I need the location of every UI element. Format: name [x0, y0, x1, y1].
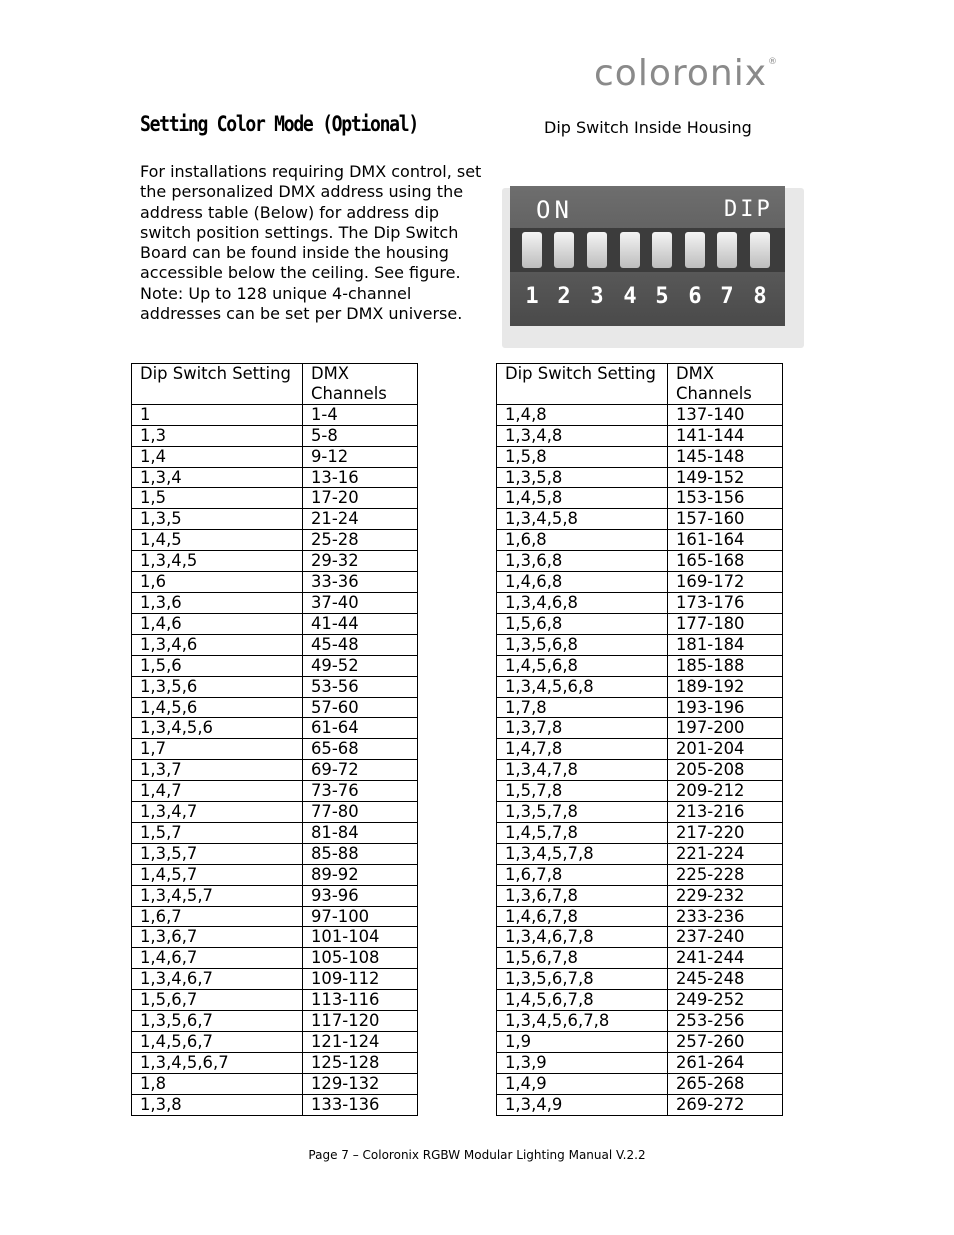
- dmx-channels-cell: 101-104: [303, 927, 418, 948]
- table-row: [132, 634, 418, 655]
- dmx-channels-cell: 249-252: [668, 990, 783, 1011]
- dmx-channels-cell: 169-172: [668, 572, 783, 593]
- dmx-channels-cell: 213-216: [668, 802, 783, 823]
- dip-setting-cell: 1,3,4,6,7,8: [497, 927, 668, 948]
- table-row: [497, 864, 783, 885]
- dmx-channels-cell: 117-120: [303, 1011, 418, 1032]
- table-row: [497, 822, 783, 843]
- dip-setting-cell: 1,3,5,7: [132, 843, 303, 864]
- dip-setting-cell: 1,4,5,7,8: [497, 822, 668, 843]
- table-row: [497, 697, 783, 718]
- dip-setting-cell: 1,3,4,5,6,8: [497, 676, 668, 697]
- dip-number: 8: [753, 284, 767, 309]
- dip-setting-cell: 1,3,8: [132, 1094, 303, 1115]
- intro-paragraph: [140, 162, 485, 324]
- table-row: [132, 697, 418, 718]
- intro-line: the personalized DMX address using the: [140, 182, 464, 202]
- dip-setting-cell: 1,3,6,7: [132, 927, 303, 948]
- table-row: [132, 822, 418, 843]
- dmx-channels-cell: 189-192: [668, 676, 783, 697]
- dip-setting-cell: 1,3,4,9: [497, 1094, 668, 1115]
- dip-setting-cell: 1,3,4,5,6,7,8: [497, 1011, 668, 1032]
- dmx-channels-cell: 13-16: [303, 467, 418, 488]
- dip-setting-cell: 1,3,4,5,7,8: [497, 843, 668, 864]
- table-row: [132, 969, 418, 990]
- table-row: [132, 530, 418, 551]
- dip-number: 2: [557, 284, 571, 309]
- logo-text: coloronix: [594, 53, 768, 94]
- dip-setting-cell: 1,3,4,7: [132, 802, 303, 823]
- header-dmx-line1: DMX: [311, 364, 349, 383]
- dip-setting-cell: 1,8: [132, 1073, 303, 1094]
- dmx-channels-cell: 133-136: [303, 1094, 418, 1115]
- dip-setting-cell: 1,4,5,6: [132, 697, 303, 718]
- dmx-channels-cell: 1-4: [303, 404, 418, 425]
- dmx-channels-cell: 109-112: [303, 969, 418, 990]
- dip-setting-cell: 1,4,6,7,8: [497, 906, 668, 927]
- dmx-channels-cell: 61-64: [303, 718, 418, 739]
- dip-key-8: [750, 232, 770, 268]
- dmx-channels-cell: 221-224: [668, 843, 783, 864]
- dip-setting-cell: 1,3: [132, 425, 303, 446]
- dmx-channels-cell: 65-68: [303, 739, 418, 760]
- dmx-channels-cell: 49-52: [303, 655, 418, 676]
- dip-number: 5: [655, 284, 669, 309]
- dmx-channels-cell: 121-124: [303, 1032, 418, 1053]
- dip-setting-cell: 1,3,6,8: [497, 551, 668, 572]
- table-row: [497, 718, 783, 739]
- table-row: [497, 843, 783, 864]
- table-row: [132, 718, 418, 739]
- table-row: [497, 404, 783, 425]
- dip-number: 6: [688, 284, 702, 309]
- dip-setting-cell: 1,6: [132, 572, 303, 593]
- table-row: [132, 676, 418, 697]
- header-dmx-line2: Channels: [676, 383, 752, 403]
- dmx-channels-cell: 253-256: [668, 1011, 783, 1032]
- dip-setting-cell: 1,3,4,5,6: [132, 718, 303, 739]
- table-row: [132, 1052, 418, 1073]
- dip-setting-cell: 1,5: [132, 488, 303, 509]
- dip-setting-cell: 1,3,4,6,8: [497, 592, 668, 613]
- dip-setting-cell: 1,5,6,8: [497, 613, 668, 634]
- dip-setting-cell: 1,4,5,7: [132, 864, 303, 885]
- dip-key-6: [685, 232, 705, 268]
- dip-setting-cell: 1,4,9: [497, 1073, 668, 1094]
- dmx-channels-cell: 185-188: [668, 655, 783, 676]
- dip-setting-cell: 1,5,6,7: [132, 990, 303, 1011]
- dmx-channels-cell: 165-168: [668, 551, 783, 572]
- dip-key-2: [554, 232, 574, 268]
- dmx-channels-cell: 145-148: [668, 446, 783, 467]
- header-dip-setting: Dip Switch Setting: [132, 364, 303, 405]
- dip-setting-cell: 1,3,4,6,7: [132, 969, 303, 990]
- table-row: [132, 655, 418, 676]
- table-header-row: [497, 364, 783, 405]
- dip-setting-cell: 1,6,7,8: [497, 864, 668, 885]
- dip-number: 3: [590, 284, 604, 309]
- dmx-channels-cell: 141-144: [668, 425, 783, 446]
- dip-setting-cell: 1,4,6: [132, 613, 303, 634]
- dmx-channels-cell: 113-116: [303, 990, 418, 1011]
- dip-setting-cell: 1: [132, 404, 303, 425]
- dip-setting-cell: 1,4: [132, 446, 303, 467]
- dmx-channels-cell: 21-24: [303, 509, 418, 530]
- table-header-row: [132, 364, 418, 405]
- dip-setting-cell: 1,7,8: [497, 697, 668, 718]
- dip-key-1: [522, 232, 542, 268]
- table-row: [132, 1011, 418, 1032]
- dip-setting-cell: 1,3,5,6: [132, 676, 303, 697]
- table-row: [132, 1032, 418, 1053]
- dmx-channels-cell: 17-20: [303, 488, 418, 509]
- dip-setting-cell: 1,3,4,7,8: [497, 760, 668, 781]
- dmx-channels-cell: 265-268: [668, 1073, 783, 1094]
- dmx-channels-cell: 197-200: [668, 718, 783, 739]
- table-row: [497, 634, 783, 655]
- dip-setting-cell: 1,3,4,5,8: [497, 509, 668, 530]
- intro-line: accessible below the ceiling. See figure.: [140, 263, 461, 283]
- dip-switch-caption: Dip Switch Inside Housing: [544, 118, 752, 137]
- dip-setting-cell: 1,4,7: [132, 781, 303, 802]
- dip-setting-cell: 1,4,6,7: [132, 948, 303, 969]
- dip-setting-cell: 1,3,4,5,6,7: [132, 1052, 303, 1073]
- table-row: [132, 467, 418, 488]
- dip-setting-cell: 1,4,5,6,7,8: [497, 990, 668, 1011]
- dip-setting-cell: 1,4,5,6,8: [497, 655, 668, 676]
- dip-setting-cell: 1,3,6: [132, 592, 303, 613]
- dmx-channels-cell: 37-40: [303, 592, 418, 613]
- table-row: [497, 1094, 783, 1115]
- dip-key-7: [717, 232, 737, 268]
- table-row: [497, 927, 783, 948]
- brand-logo: [594, 53, 779, 94]
- dmx-channels-cell: 205-208: [668, 760, 783, 781]
- table-row: [497, 781, 783, 802]
- table-row: [132, 425, 418, 446]
- dmx-channels-cell: 73-76: [303, 781, 418, 802]
- dip-setting-cell: 1,4,7,8: [497, 739, 668, 760]
- dmx-channels-cell: 45-48: [303, 634, 418, 655]
- dmx-channels-cell: 81-84: [303, 822, 418, 843]
- dmx-channels-cell: 97-100: [303, 906, 418, 927]
- dmx-channels-cell: 233-236: [668, 906, 783, 927]
- dmx-channels-cell: 257-260: [668, 1032, 783, 1053]
- table-row: [132, 509, 418, 530]
- table-row: [497, 446, 783, 467]
- dmx-channels-cell: 129-132: [303, 1073, 418, 1094]
- page-footer: Page 7 – Coloronix RGBW Modular Lighting Manual V.2.2: [308, 1148, 646, 1162]
- dip-setting-cell: 1,4,8: [497, 404, 668, 425]
- dmx-channels-cell: 89-92: [303, 864, 418, 885]
- table-row: [497, 906, 783, 927]
- dip-setting-cell: 1,5,8: [497, 446, 668, 467]
- dip-number: 1: [525, 284, 539, 309]
- dip-setting-cell: 1,3,5,6,7: [132, 1011, 303, 1032]
- dip-on-label: ON: [536, 196, 573, 224]
- header-dip-setting: Dip Switch Setting: [497, 364, 668, 405]
- table-row: [132, 446, 418, 467]
- table-row: [497, 676, 783, 697]
- dip-setting-cell: 1,3,5,6,7,8: [497, 969, 668, 990]
- dip-setting-cell: 1,3,4,6: [132, 634, 303, 655]
- dip-setting-cell: 1,3,7,8: [497, 718, 668, 739]
- dmx-channels-cell: 69-72: [303, 760, 418, 781]
- table-row: [132, 948, 418, 969]
- table-row: [497, 551, 783, 572]
- table-row: [497, 1052, 783, 1073]
- dmx-channels-cell: 241-244: [668, 948, 783, 969]
- dmx-channels-cell: 93-96: [303, 885, 418, 906]
- dip-number: 7: [720, 284, 734, 309]
- registered-mark: ®: [768, 57, 779, 67]
- dmx-channels-cell: 53-56: [303, 676, 418, 697]
- header-dmx-line1: DMX: [676, 364, 714, 383]
- table-row: [497, 613, 783, 634]
- dip-key-4: [620, 232, 640, 268]
- dip-switch-photo: [496, 180, 808, 352]
- dip-setting-cell: 1,3,4,5,7: [132, 885, 303, 906]
- section-heading: Setting Color Mode (Optional): [140, 112, 418, 136]
- table-row: [497, 467, 783, 488]
- dip-setting-cell: 1,3,4,5: [132, 551, 303, 572]
- dmx-channels-cell: 57-60: [303, 697, 418, 718]
- table-row: [132, 927, 418, 948]
- dip-setting-cell: 1,3,5,7,8: [497, 802, 668, 823]
- header-dmx-channels: [303, 364, 418, 405]
- dip-setting-cell: 1,3,4,8: [497, 425, 668, 446]
- dip-setting-cell: 1,9: [497, 1032, 668, 1053]
- dmx-channels-cell: 25-28: [303, 530, 418, 551]
- table-row: [132, 572, 418, 593]
- dmx-channels-cell: 245-248: [668, 969, 783, 990]
- intro-line: Note: Up to 128 unique 4-channel: [140, 283, 412, 303]
- address-table-left: [131, 363, 418, 1116]
- dip-setting-cell: 1,3,6,7,8: [497, 885, 668, 906]
- table-row: [132, 802, 418, 823]
- dip-setting-cell: 1,6,8: [497, 530, 668, 551]
- table-row: [497, 739, 783, 760]
- table-row: [132, 488, 418, 509]
- dip-setting-cell: 1,4,5: [132, 530, 303, 551]
- intro-line: Board can be found inside the housing: [140, 243, 449, 263]
- table-row: [132, 1073, 418, 1094]
- address-table-right: [496, 363, 783, 1116]
- table-row: [132, 613, 418, 634]
- dip-key-3: [587, 232, 607, 268]
- dmx-channels-cell: 29-32: [303, 551, 418, 572]
- dmx-channels-cell: 237-240: [668, 927, 783, 948]
- dmx-channels-cell: 157-160: [668, 509, 783, 530]
- header-dmx-channels: [668, 364, 783, 405]
- table-row: [497, 969, 783, 990]
- dip-setting-cell: 1,4,6,8: [497, 572, 668, 593]
- intro-line: addresses can be set per DMX universe.: [140, 304, 463, 324]
- dmx-channels-cell: 33-36: [303, 572, 418, 593]
- dip-setting-cell: 1,3,5: [132, 509, 303, 530]
- table-row: [132, 1094, 418, 1115]
- dmx-channels-cell: 229-232: [668, 885, 783, 906]
- table-row: [497, 655, 783, 676]
- table-row: [132, 843, 418, 864]
- table-row: [497, 990, 783, 1011]
- dip-key-5: [652, 232, 672, 268]
- table-row: [132, 781, 418, 802]
- table-row: [132, 739, 418, 760]
- table-row: [132, 404, 418, 425]
- dip-setting-cell: 1,4,5,6,7: [132, 1032, 303, 1053]
- dip-setting-cell: 1,5,6: [132, 655, 303, 676]
- table-row: [497, 1011, 783, 1032]
- table-row: [132, 592, 418, 613]
- dmx-channels-cell: 153-156: [668, 488, 783, 509]
- dip-brand-label: DIP: [724, 197, 773, 222]
- table-row: [132, 906, 418, 927]
- table-row: [497, 1032, 783, 1053]
- dmx-channels-cell: 225-228: [668, 864, 783, 885]
- dmx-channels-cell: 173-176: [668, 592, 783, 613]
- dmx-channels-cell: 269-272: [668, 1094, 783, 1115]
- table-row: [132, 885, 418, 906]
- dmx-channels-cell: 201-204: [668, 739, 783, 760]
- dmx-channels-cell: 181-184: [668, 634, 783, 655]
- table-row: [132, 760, 418, 781]
- intro-line: address table (Below) for address dip: [140, 202, 440, 222]
- dmx-channels-cell: 41-44: [303, 613, 418, 634]
- table-row: [497, 572, 783, 593]
- table-row: [132, 864, 418, 885]
- dip-setting-cell: 1,5,7: [132, 822, 303, 843]
- table-row: [497, 530, 783, 551]
- intro-line: switch position settings. The Dip Switch: [140, 222, 459, 242]
- dip-setting-cell: 1,5,6,7,8: [497, 948, 668, 969]
- table-row: [497, 509, 783, 530]
- table-row: [497, 885, 783, 906]
- dip-setting-cell: 1,3,5,8: [497, 467, 668, 488]
- table-row: [497, 948, 783, 969]
- table-row: [497, 425, 783, 446]
- dmx-channels-cell: 261-264: [668, 1052, 783, 1073]
- intro-line: For installations requiring DMX control, set: [140, 162, 482, 181]
- dmx-channels-cell: 9-12: [303, 446, 418, 467]
- table-row: [497, 592, 783, 613]
- dip-setting-cell: 1,4,5,8: [497, 488, 668, 509]
- dmx-channels-cell: 85-88: [303, 843, 418, 864]
- dmx-channels-cell: 193-196: [668, 697, 783, 718]
- dmx-channels-cell: 161-164: [668, 530, 783, 551]
- dmx-channels-cell: 125-128: [303, 1052, 418, 1073]
- dip-setting-cell: 1,5,7,8: [497, 781, 668, 802]
- dip-setting-cell: 1,7: [132, 739, 303, 760]
- dmx-channels-cell: 217-220: [668, 822, 783, 843]
- header-dmx-line2: Channels: [311, 383, 387, 403]
- table-row: [497, 760, 783, 781]
- dmx-channels-cell: 137-140: [668, 404, 783, 425]
- dip-setting-cell: 1,3,4: [132, 467, 303, 488]
- dip-setting-cell: 1,3,5,6,8: [497, 634, 668, 655]
- table-row: [497, 488, 783, 509]
- dip-setting-cell: 1,3,7: [132, 760, 303, 781]
- table-row: [497, 1073, 783, 1094]
- dmx-channels-cell: 105-108: [303, 948, 418, 969]
- table-row: [497, 802, 783, 823]
- dip-number: 4: [623, 284, 637, 309]
- dip-setting-cell: 1,6,7: [132, 906, 303, 927]
- dmx-channels-cell: 77-80: [303, 802, 418, 823]
- dmx-channels-cell: 177-180: [668, 613, 783, 634]
- table-row: [132, 990, 418, 1011]
- table-row: [132, 551, 418, 572]
- dmx-channels-cell: 209-212: [668, 781, 783, 802]
- dip-setting-cell: 1,3,9: [497, 1052, 668, 1073]
- dmx-channels-cell: 5-8: [303, 425, 418, 446]
- dmx-channels-cell: 149-152: [668, 467, 783, 488]
